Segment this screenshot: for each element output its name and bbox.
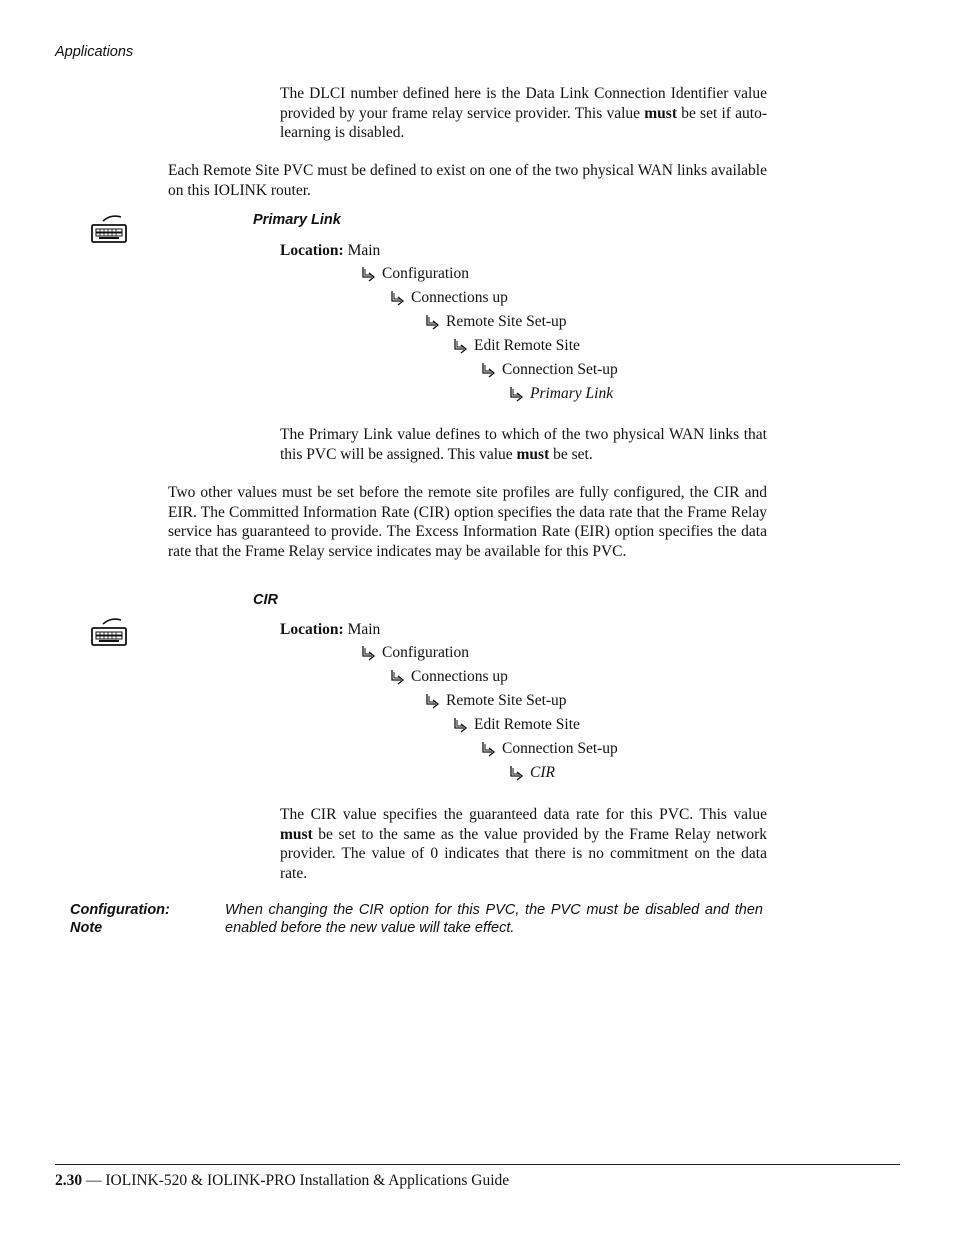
menu-path-label: Connection Set-up [502,361,618,378]
submenu-arrow-icon [480,741,497,758]
keyboard-icon [89,615,129,649]
submenu-arrow-icon [389,290,406,307]
menu-path-step [452,337,580,355]
note-label: Configuration: Note [70,902,170,936]
submenu-arrow-icon [480,362,497,379]
menu-path-step [480,361,618,379]
cir-heading: CIR [253,592,278,608]
primary-location: Location: Main [280,242,381,259]
menu-path-step [508,764,555,782]
menu-path-label: Edit Remote Site [474,337,580,354]
cir-location: Location: Main [280,621,381,638]
menu-path-step [424,692,567,710]
submenu-arrow-icon [360,266,377,283]
menu-path-step [508,385,613,403]
menu-path-step [360,644,469,662]
menu-path-step [480,740,618,758]
keyboard-icon [89,212,129,246]
menu-path-label: Remote Site Set-up [446,313,567,330]
menu-path-label: Configuration [382,644,469,661]
footer-rule [55,1164,900,1165]
page-footer: 2.30 — IOLINK-520 & IOLINK-PRO Installation & Applications Guide [55,1172,510,1189]
menu-path-step [424,313,567,331]
running-header: Applications [55,44,134,60]
menu-path-label: Connections up [411,668,508,685]
menu-path-label: Connection Set-up [502,740,618,757]
submenu-arrow-icon [452,338,469,355]
submenu-arrow-icon [508,765,525,782]
primary-link-paragraph: The Primary Link value defines to which of the two physical WAN links that this PVC will be assigned. This value must be set. [280,426,767,463]
cir-eir-paragraph: Two other values must be set before the remote site profiles are fully configured, the CIR and EIR. The Committed Information Rate (CIR) option specifies the data rate that the Frame Relay service has guaranteed to provide. The Excess Information Rate (EIR) option specifies the data rate that the Frame Relay service indicates may be available for this PVC. [168,484,767,560]
pvc-paragraph: Each Remote Site PVC must be defined to exist on one of the two physical WAN links available on this IOLINK router. [168,162,767,199]
menu-path-label: Remote Site Set-up [446,692,567,709]
menu-path-label: Connections up [411,289,508,306]
submenu-arrow-icon [508,386,525,403]
submenu-arrow-icon [389,669,406,686]
menu-path-label: Configuration [382,265,469,282]
menu-path-label: CIR [530,764,555,781]
cir-paragraph: The CIR value specifies the guaranteed data rate for this PVC. This value must be set to the same as the value provided by the Frame Relay network provider. The value of 0 indicates that there is no commitment on the data rate. [280,806,767,882]
menu-path-label: Primary Link [530,385,614,402]
dlci-paragraph: The DLCI number defined here is the Data Link Connection Identifier value provided by your frame relay service provider. This value must be set if auto-learning is disabled. [280,85,767,141]
note-text: When changing the CIR option for this PVC, the PVC must be disabled and then enabled before the new value will take effect. [225,902,763,936]
submenu-arrow-icon [424,693,441,710]
menu-path-step [360,265,469,283]
submenu-arrow-icon [452,717,469,734]
primary-link-heading: Primary Link [253,212,341,228]
menu-path-step [389,289,508,307]
menu-path-step [452,716,580,734]
menu-path-label: Edit Remote Site [474,716,580,733]
menu-path-step [389,668,508,686]
submenu-arrow-icon [360,645,377,662]
submenu-arrow-icon [424,314,441,331]
